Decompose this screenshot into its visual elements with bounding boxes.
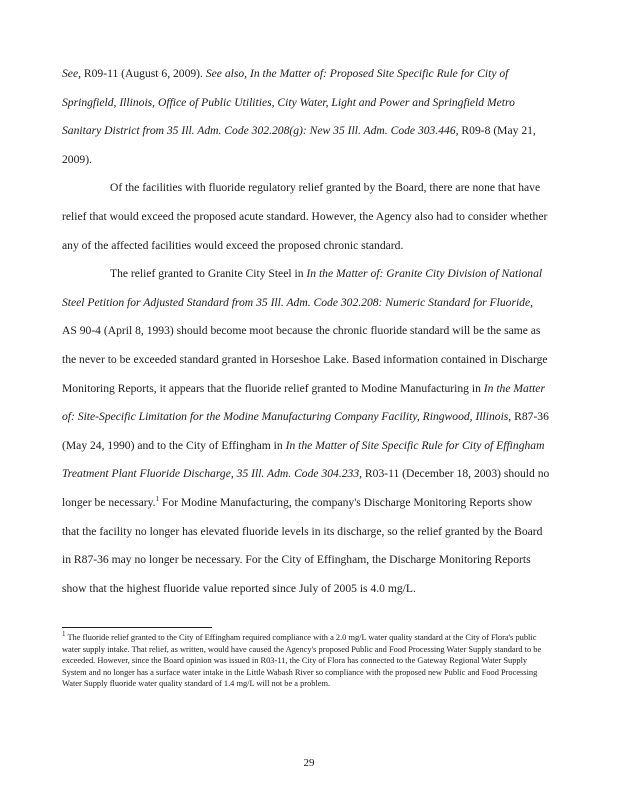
text-run: The relief granted to Granite City Steel in [110, 267, 307, 281]
footnotes [62, 632, 550, 690]
case-citation: In the Matter of: Site-Specific Limitation for the Modine Manufacturing Company Facility, Ringwood, Illinois, [62, 381, 545, 424]
footnote-text: The fluoride relief granted to the City of Effingham required compliance with a 2.0 mg/L water quality standard at the City of Flora's public water supply intake. That relief, as written, would have caused the Agency's proposed Public and Food Processing Water Supply standard to be exceeded. However, since the Board opinion was issued in R03-11, the City of Flora has connected to the Gateway Regional Water Supply System and no longer has a surface water intake in the Little Wabash River so compliance with the proposed new Public and Food Processing Water Supply fluoride water quality standard of 1.4 mg/L will not be a problem. [62, 633, 542, 689]
text-run: R03-11 (December 18, 2003) should no longer be necessary. [62, 467, 550, 509]
text-run: Of the facilities with fluoride regulatory relief granted by the Board, there are none that have relief that would exceed the proposed acute standard. However, the Agency also had to consider whether any of the affected facilities would exceed the proposed chronic standard. [62, 181, 548, 252]
case-citation: In the Matter of Site Specific Rule for City of Effingham Treatment Plant Fluoride Discharge, 35 Ill. Adm. Code 304.233, [62, 438, 545, 481]
text-run: For Modine Manufacturing, the company's Discharge Monitoring Reports show that the facility no longer has elevated fluoride levels in its discharge, so the relief granted by the Board in R87-36 may no longer be necessary. For the City of Effingham, the Discharge Monitoring Reports show that the highest fluoride value reported since July of 2005 is 4.0 mg/L. [62, 495, 543, 595]
paragraph-facilities-relief [62, 174, 550, 260]
paragraph-citation [62, 60, 550, 174]
case-citation: In the Matter of: Granite City Division of National Steel Petition for Adjusted Standard from 35 Ill. Adm. Code 302.208: Numeric Standard for Fluoride, [62, 267, 543, 309]
footnote-reference: 1 [155, 495, 160, 504]
page-number: 29 [303, 757, 315, 769]
footnote-separator [62, 627, 212, 628]
body-text [62, 60, 550, 603]
text-run: R09-11 (August 6, 2009). [83, 67, 206, 80]
text-run: AS 90-4 (April 8, 1993) should become moot because the chronic fluoride standard will be the same as the never to be exceeded standard granted in Horseshoe Lake. Based information contained in Discharge Monitoring Reports, it appears that the fluoride relief granted to Modine Manufacturing in [62, 324, 548, 395]
footnote-1 [62, 632, 550, 690]
paragraph-granite-city [62, 260, 550, 603]
case-citation: See, [62, 67, 84, 80]
text-run: R87-36 (May 24, 1990) and to the City of Effingham in [62, 410, 549, 452]
footnote-marker: 1 [62, 630, 66, 639]
text-run: R09-8 (May 21, 2009). [62, 124, 536, 166]
case-citation: See also, In the Matter of: Proposed Site Specific Rule for City of Springfield, Illinois, Office of Public Utilities, City Water, Light and Power and Springfield Metro Sanitary District from 35 Ill. Adm. Code 302.208(g): New 35 Ill. Adm. Code 303.446, [62, 67, 515, 138]
